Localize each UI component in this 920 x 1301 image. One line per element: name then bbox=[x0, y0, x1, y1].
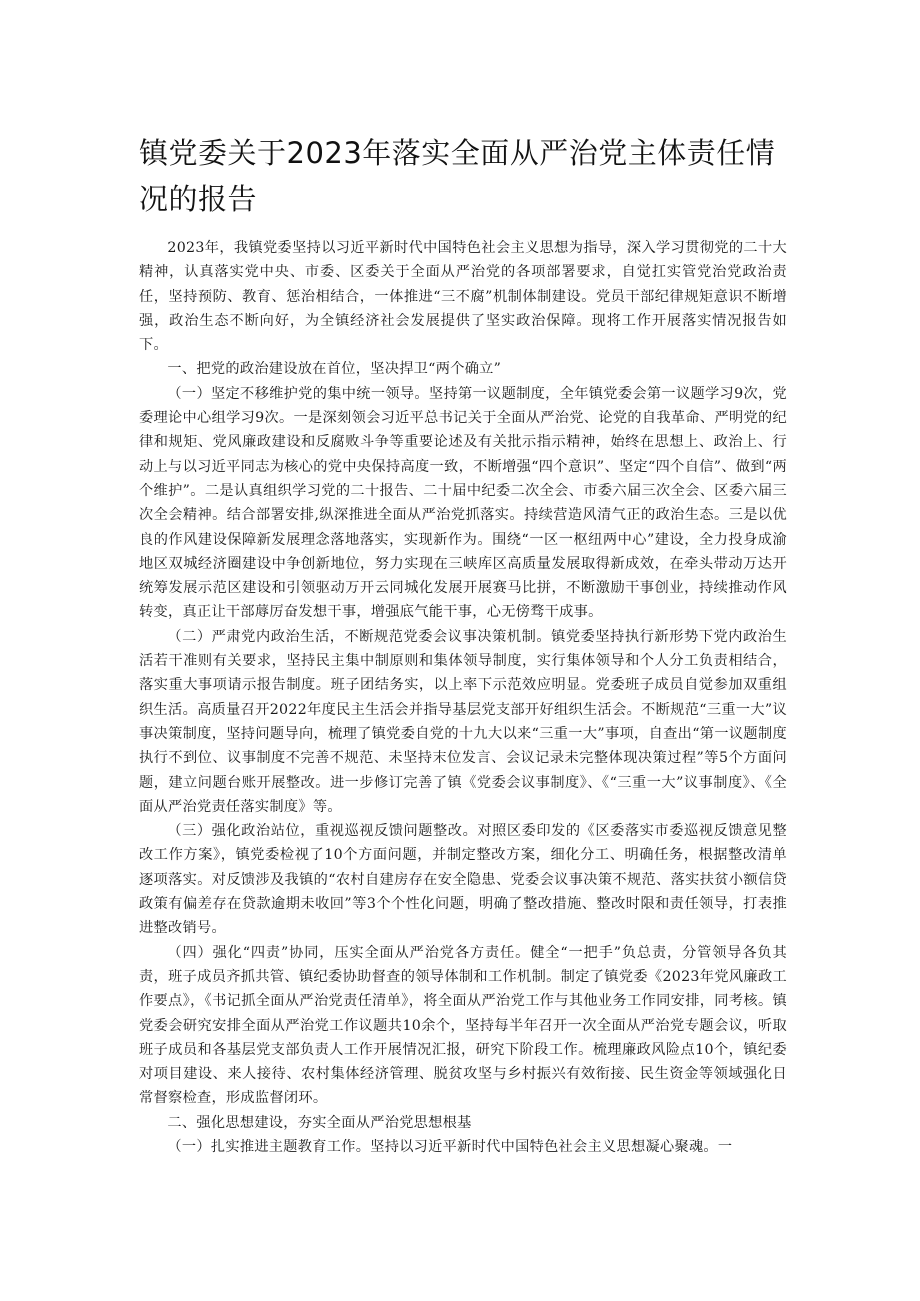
section-heading: 一、把党的政治建设放在首位，坚决捍卫“两个确立” bbox=[167, 361, 502, 378]
intro-paragraph: 2023年，我镇党委坚持以习近平新时代中国特色社会主义思想为指导，深入学习贯彻党的二十大精神，认真落实党中央、市委、区委关于全面从严治党的各项部署要求，自觉扛实管党治党政治责任，坚持预防、教育、惩治相结合，一体推进“三不腐”机制体制建设。党员干部纪律规矩意识不断增强，政治生态不断向好，为全镇经济社会发展提供了坚实政治保障。现将工作开展落实情况报告如下。 bbox=[139, 240, 787, 354]
body-paragraph: （四）强化“四责”协同，压实全面从严治党各方责任。健全“一把手”负总责，分管领导各负其责，班子成员齐抓共管、镇纪委协助督查的领导体制和工作机制。制定了镇党委《2023年党风廉政工作要点》，《书记抓全面从严治党责任清单》，将全面从严治党工作与其他业务工作同安排，同考核。镇党委会研究安排全面从严治党工作议题共10余个，坚持每半年召开一次全面从严治党专题会议，听取班子成员和各基层党支部负责人工作开展情况汇报，研究下阶段工作。梳理廉政风险点10个，镇纪委对项目建设、来人接待、农村集体经济管理、脱贫攻坚与乡村振兴有效衔接、民生资金等领域强化日常督察检查，形成监督闭环。 bbox=[139, 944, 787, 1107]
section-heading: 二、强化思想建设，夯实全面从严治党思想根基 bbox=[167, 1114, 472, 1131]
document-body bbox=[139, 236, 787, 1159]
document-title: 镇党委关于2023年落实全面从严治党主体责任情况的报告 bbox=[139, 136, 776, 216]
body-paragraph: （三）强化政治站位，重视巡视反馈问题整改。对照区委印发的《区委落实市委巡视反馈意见整改工作方案》，镇党委检视了10个方面问题，并制定整改方案，细化分工、明确任务，根据整改清单逐项落实。对反馈涉及我镇的“农村自建房存在安全隐患、党委会议事决策不规范、落实扶贫小额信贷政策有偏差存在贷款逾期未收回”等3个个性化问题，明确了整改措施、整改时限和责任领导，打表推进整改销号。 bbox=[139, 823, 787, 937]
body-paragraph: （二）严肃党内政治生活，不断规范党委会议事决策机制。镇党委坚持执行新形势下党内政治生活若干准则有关要求，坚持民主集中制原则和集体领导制度，实行集体领导和个人分工负责相结合，落实重大事项请示报告制度。班子团结务实，以上率下示范效应明显。党委班子成员自觉参加双重组织生活。高质量召开2022年度民主生活会并指导基层党支部开好组织生活会。不断规范“三重一大”议事决策制度，坚持问题导向，梳理了镇党委自党的十九大以来“三重一大”事项，自查出“第一议题制度执行不到位、议事制度不完善不规范、未坚持末位发言、会议记录未完整体现决策过程”等5个方面问题，建立问题台账开展整改。进一步修订完善了镇《党委会议事制度》、《“三重一大”议事制度》、《全面从严治党责任落实制度》等。 bbox=[139, 628, 787, 815]
body-paragraph: （一）扎实推进主题教育工作。坚持以习近平新时代中国特色社会主义思想凝心聚魂。一 bbox=[167, 1138, 733, 1155]
document-page bbox=[139, 130, 787, 1159]
body-paragraph: （一）坚定不移维护党的集中统一领导。坚持第一议题制度，全年镇党委会第一议题学习9次，党委理论中心组学习9次。一是深刻领会习近平总书记关于全面从严治党、论党的自我革命、严明党的纪律和规矩、党风廉政建设和反腐败斗争等重要论述及有关批示指示精神，始终在思想上、政治上、行动上与以习近平同志为核心的党中央保持高度一致，不断增强“四个意识”、坚定“四个自信”、做到“两个维护”。二是认真组织学习党的二十报告、二十届中纪委二次全会、市委六届三次全会、区委六届三次全会精神。结合部署安排,纵深推进全面从严治党抓落实。持续营造风清气正的政治生态。三是以优良的作风建设保障新发展理念落地落实，实现新作为。围绕“一区一枢纽两中心”建设，全力投身成渝地区双城经济圈建设中争创新地位，努力实现在三峡库区高质量发展取得新成效，在牵头带动万达开统筹发展示范区建设和引领驱动万开云同城化发展开展赛马比拼，不断激励干事创业，持续推动作风转变，真正让干部蓐厉奋发想干事，增强底气能干事，心无傍骛干成事。 bbox=[139, 385, 787, 621]
